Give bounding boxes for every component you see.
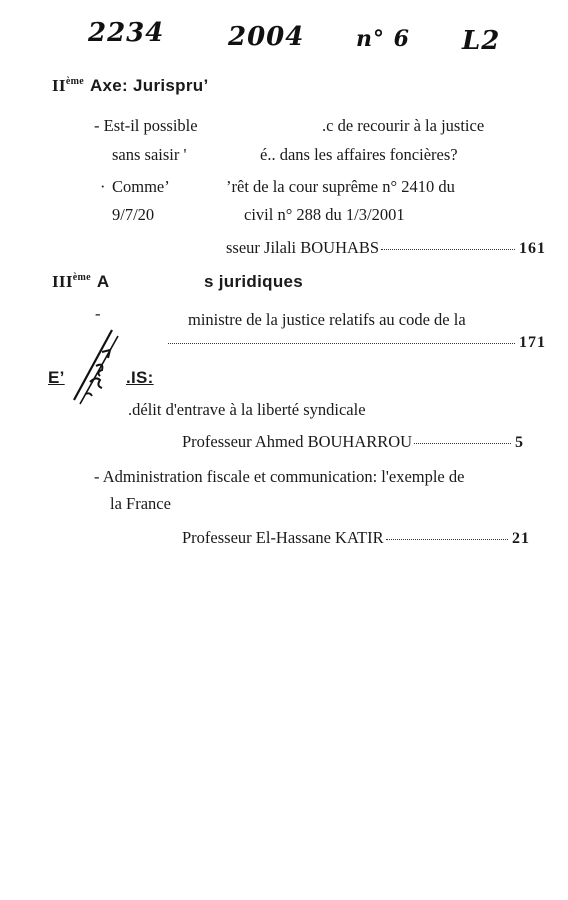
toc-line: sans saisir ' xyxy=(112,145,187,164)
toc-entry xyxy=(182,528,530,548)
toc-bullet: · xyxy=(100,177,106,196)
section-ordinal: ème xyxy=(65,76,84,88)
toc-author: Professeur Ahmed BOUHARROU xyxy=(182,432,413,451)
section-heading-3 xyxy=(52,272,109,292)
handwritten-issue: n° 6 xyxy=(356,26,410,52)
section-heading-2 xyxy=(52,76,208,96)
handwritten-number-2234: 2234 xyxy=(88,18,165,48)
toc-line: - Administration fiscale et communication: l'exemple de xyxy=(94,467,465,486)
toc-line: ministre de la justice relatifs au code de la xyxy=(188,310,466,329)
toc-line: é.. dans les affaires foncières? xyxy=(260,145,458,164)
section-number: II xyxy=(52,76,66,95)
section-heading-4: E’ xyxy=(48,368,65,387)
toc-dash: - xyxy=(95,304,101,323)
toc-author: Professeur El-Hassane KATIR xyxy=(182,528,384,547)
section-title: Axe: Jurispru’ xyxy=(89,76,209,95)
toc-line: 9/7/20 xyxy=(112,205,155,224)
toc-line: .c de recourir à la justice xyxy=(322,116,485,135)
toc-line: civil n° 288 du 1/3/2001 xyxy=(244,205,405,224)
toc-entry xyxy=(226,238,546,258)
toc-entry xyxy=(166,334,546,352)
toc-leader xyxy=(414,443,511,444)
section-title-fragment: A xyxy=(96,272,110,291)
toc-leader xyxy=(381,249,515,250)
handwritten-stamp-icon xyxy=(66,322,126,412)
toc-page: 5 xyxy=(515,434,524,451)
toc-leader xyxy=(168,343,515,344)
toc-author: sseur Jilali BOUHABS xyxy=(226,238,380,257)
toc-line: Comme’ xyxy=(112,177,170,196)
toc-page: 171 xyxy=(519,334,546,351)
handwritten-code: L2 xyxy=(462,26,501,56)
section-ordinal: ème xyxy=(72,272,91,284)
toc-line: ’rêt de la cour suprême n° 2410 du xyxy=(226,177,455,196)
toc-line: .délit d'entrave à la liberté syndicale xyxy=(128,400,366,419)
toc-line: la France xyxy=(110,494,171,513)
section-title-fragment: .IS: xyxy=(126,368,154,387)
toc-leader xyxy=(386,539,508,540)
toc-page: 161 xyxy=(519,240,546,257)
section-number: III xyxy=(52,272,73,291)
toc-page: 21 xyxy=(512,530,530,547)
toc-line: - Est-il possible xyxy=(94,116,198,135)
section-title-fragment: s juridiques xyxy=(204,272,304,291)
toc-entry xyxy=(182,432,524,452)
handwritten-year: 2004 xyxy=(228,22,305,52)
